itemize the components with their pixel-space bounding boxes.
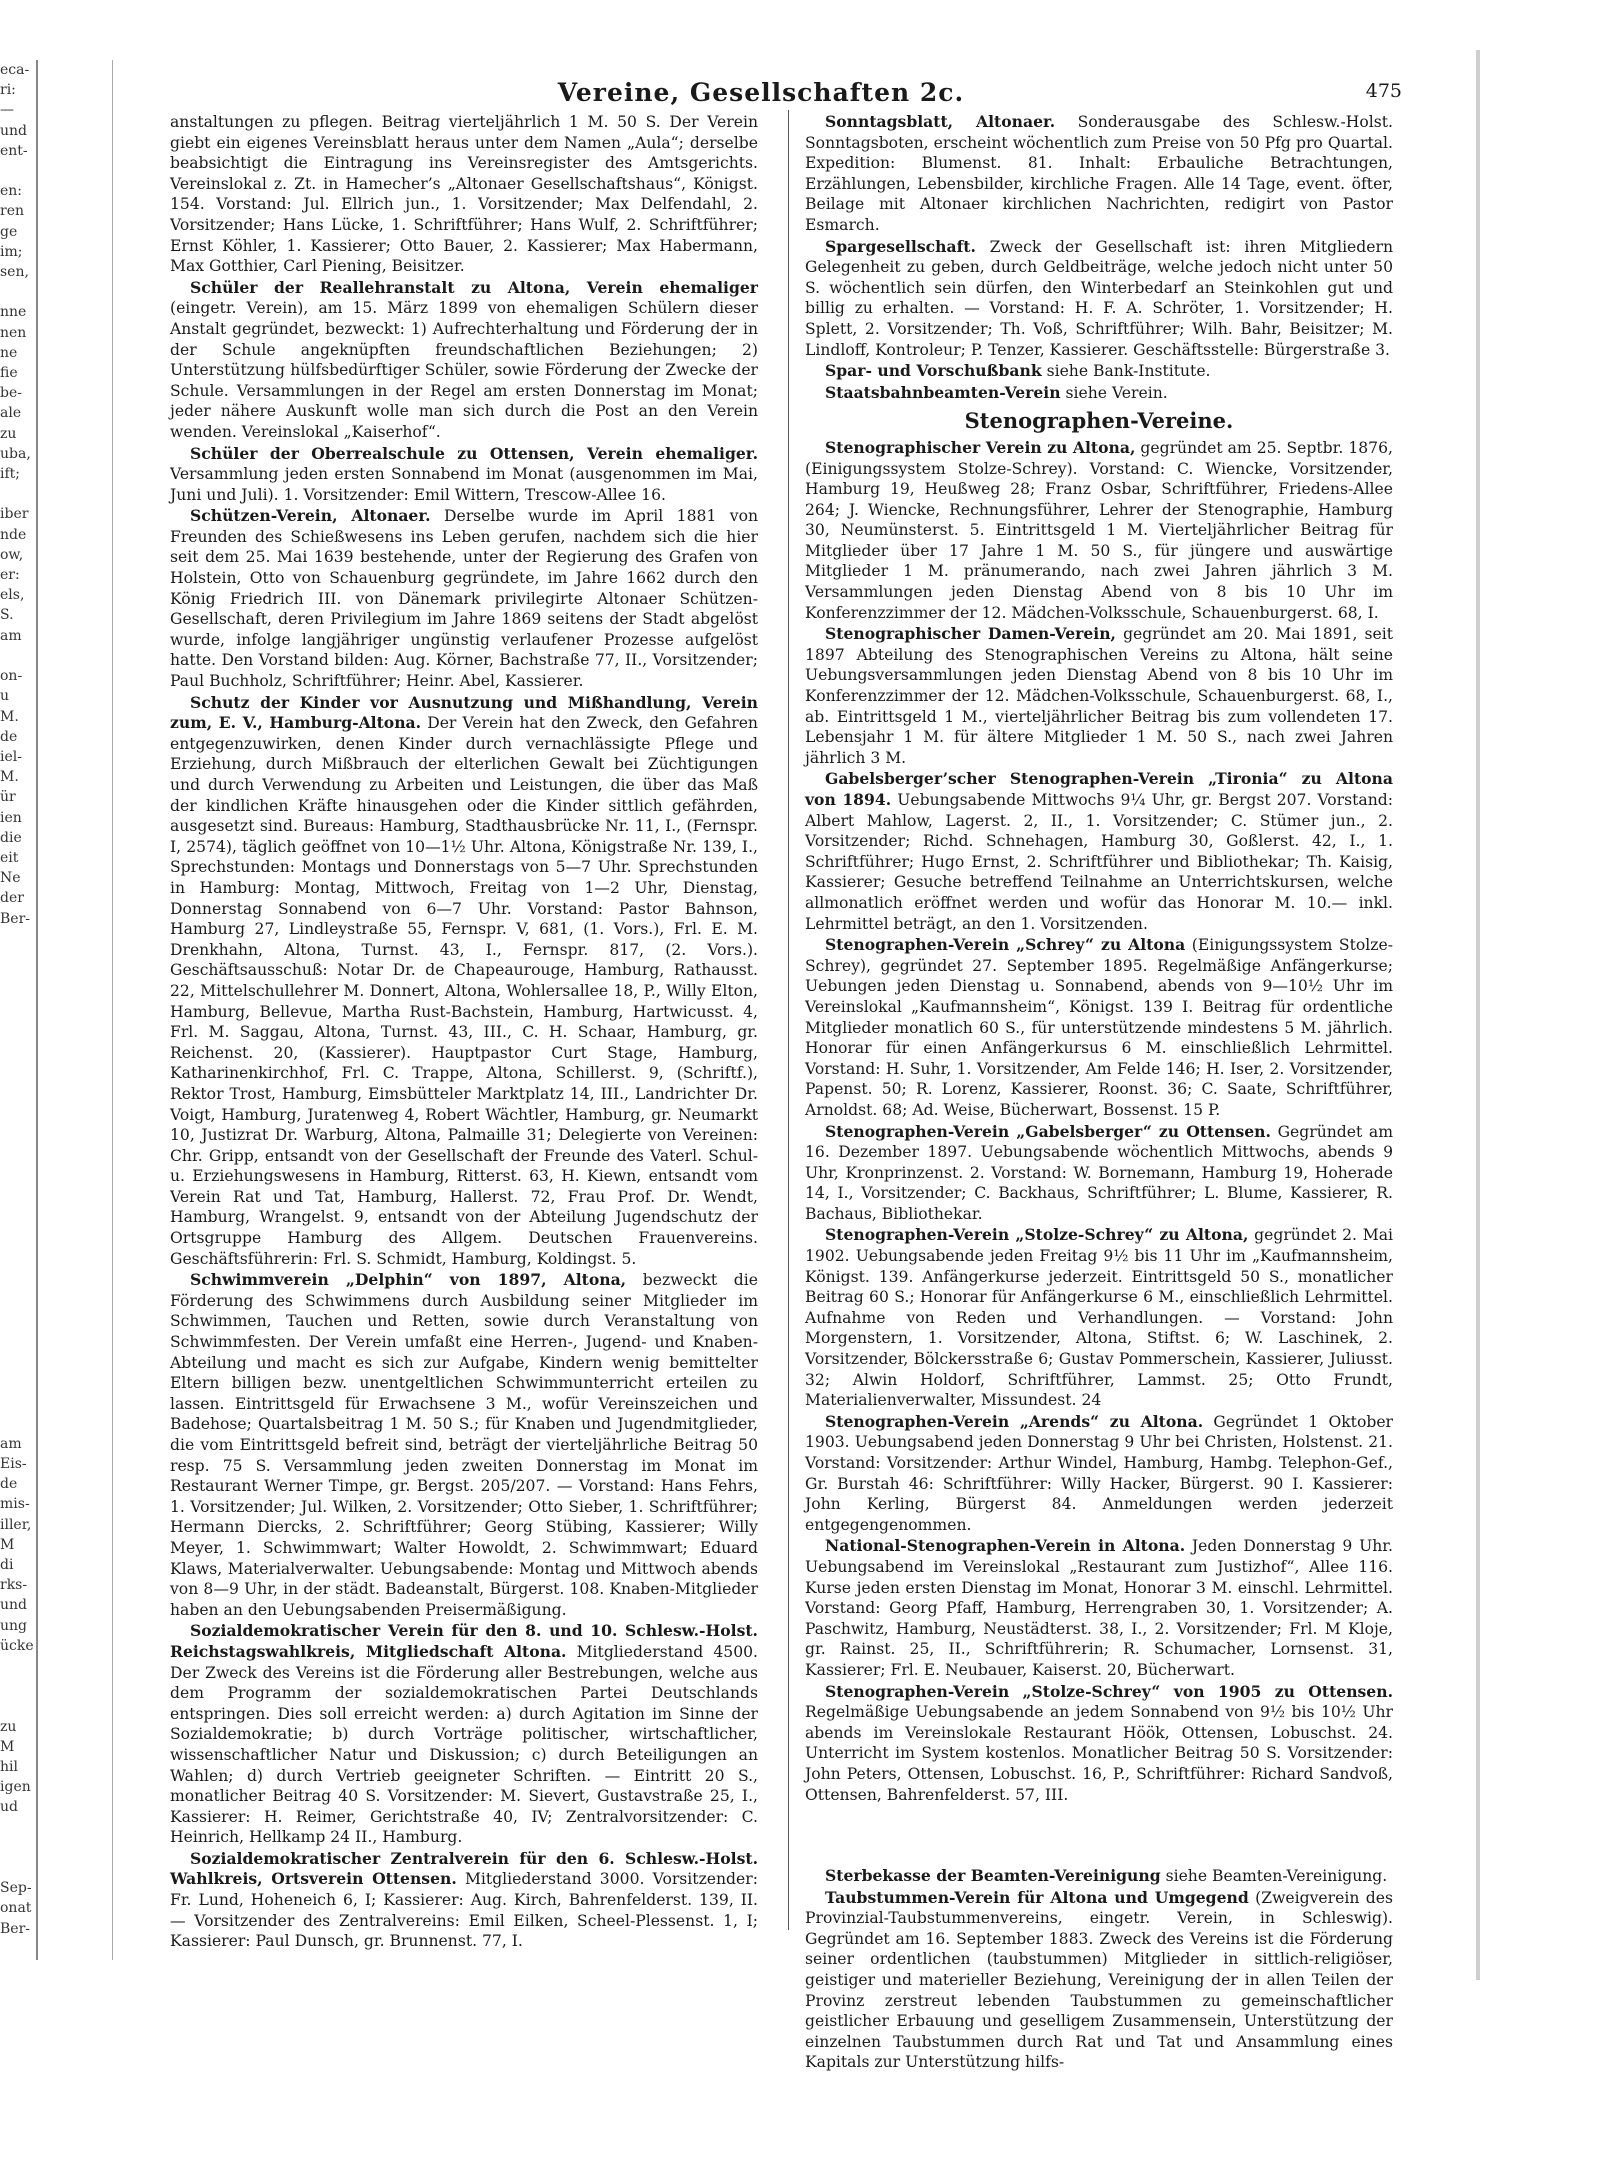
entry-body: gegründet am 25. Septbr. 1876, (Einigungssystem Stolze-Schrey). Vorstand: C. Wiencke, Vorsitzender, Hamburg 19, Heußweg 28; Franz Osbar, Schriftführer, Friedens-Allee 264; J. Wiencke, Rechnungsführer, Lehrer der Stenographie, Hamburg 30, Neumünsterst. 5. Eintrittsgeld 1 M. Vierteljährlicher Beitrag für Mitglieder über 17 Jahre 1 M. 50 S., für jüngere und auswärtige Mitglieder 1 M. pränumerando, nach zwei Jahren jährlich 3 M. Versammlungen jeden Dienstag Abend von 8 bis 10 Uhr im Konferenzzimmer der 12. Mädchen-Volksschule, Schauenburgerst. 68, I. [805,438,1393,622]
entry-heading: Stenographischer Verein zu Altona, [825,437,1136,457]
entry-heading: Stenographen-Verein „Schrey“ zu Altona [825,935,1186,955]
entry [170,1621,758,1848]
entry-body: Regelmäßige Uebungsabende an jedem Sonnabend von 9½ bis 10½ Uhr abends im Vereinslokale Restaurant Höök, Ottensen, Lobuschst. 24. Unterricht im System kostenlos. Monatlicher Beitrag 50 S. Vorsitzender: John Peters, Ottensen, Lobuschst. 16, P., Schriftführer: Richard Sandvoß, Ottensen, Bahrenfelderst. 57, III. [805,1703,1393,1804]
entry-body: Mitgliederstand 3000. Vorsitzender: Fr. Lund, Hoheneich 6, I; Kassierer: Aug. Kirch, Bahrenfelderst. 139, II. — Vorsitzender des Zentralvereins: Emil Eilken, Scheel-Plessenst. 1, I; Kassierer: Paul Dunsch, gr. Brunnenst. 77, I. [170,1870,758,1951]
previous-page-line [0,1393,34,1413]
previous-page-line: hil [0,1759,18,1776]
entry [805,1412,1393,1536]
previous-page-line [0,1353,34,1373]
previous-page-line: zu [0,425,17,442]
previous-page-line: ür [0,789,16,806]
entry-body: siehe Beamten-Vereinigung. [1165,1867,1388,1886]
entry [170,1270,758,1620]
right-column-top-entries [805,112,1393,403]
previous-page-line: nde [0,526,27,543]
left-column [170,112,758,1953]
right-column-bottom-entries [805,1866,1393,2073]
previous-page-line: mis- [0,1496,30,1513]
page-number: 475 [1365,80,1402,102]
previous-page-line: zu [0,1718,17,1735]
previous-page-line [0,1676,34,1696]
previous-page-line [0,929,34,949]
previous-page-line: und [0,1597,27,1614]
previous-page-line: ow, [0,546,24,563]
entry [805,237,1393,361]
entry-body: Mitgliederstand 4500. Der Zweck des Vereins ist die Förderung aller Bestrebungen, welche aus dem Programm der sozialdemokratischen Partei Deutschlands entspringen. Dies soll erreicht werden: a) durch Agitation im Sinne der Sozialdemokratie; b) durch Vorträge politischer, wirtschaftlicher, wissenschaftlicher Natur und Diskussion; c) durch Beteiligungen an Wahlen; d) durch Vertrieb geeigneter Schriften. — Eintritt 20 S., monatlicher Beitrag 40 S. Vorsitzender: M. Sievert, Gustavstraße 25, I., Kassierer: H. Reimer, Gerichtstraße 40, IV; Zentralvorsitzender: C. Heinrich, Hellkamp 24 II., Hamburg. [170,1642,758,1847]
previous-page-line: ale [0,405,22,422]
entry-heading: Schützen-Verein, Altonaer. [190,506,431,526]
entry [170,506,758,691]
previous-page-line: nen [0,324,27,341]
previous-page-fragment [0,60,34,1940]
entry-heading: Sonntagsblatt, Altonaer. [825,112,1056,131]
page-edge-right [1476,50,1480,1980]
previous-page-line: ücke [0,1637,34,1654]
previous-page-line [0,1272,34,1292]
previous-page-line: M. [0,769,19,786]
previous-page-line: eca- [0,62,30,78]
previous-page-line: onat [0,1900,32,1917]
previous-page-line [0,1050,34,1070]
page-header [120,78,1402,106]
previous-page-line [0,1838,34,1858]
previous-page-line: M [0,1536,15,1553]
entry-body: Derselbe wurde im April 1881 von Freunden des Schießwesens ins Leben gerufen, nachdem sich die hier seit dem 25. Mai 1639 bestehende, unter der Regierung des Grafen von Holstein, Otto von Schauenburg gegründete, im Jahre 1662 durch den König Friedrich III. von Dänemark privilegirte Altonaer Schützen-Gesellschaft, deren Privilegium im Jahre 1869 seitens der Stadt abgelöst wurde, infolge langjähriger ungünstig verlaufener Prozesse aufgelöst hatte. Den Vorstand bilden: Aug. Körner, Bachstraße 77, II., Vorsitzender; Paul Buchholz, Schriftführer; Heinr. Abel, Kassierer. [170,507,758,691]
previous-page-line: de [0,728,18,745]
previous-page-line [0,1858,34,1878]
entry-heading: Sozialdemokratischer Zentralverein für den 6. Schlesw.-Holst. Wahlkreis, Ortsverein Ottensen. [170,1848,758,1889]
previous-page-line: ent- [0,142,28,159]
entry-heading: Stenographen-Verein „Stolze-Schrey“ von 1905 zu Ottensen. [825,1681,1393,1701]
previous-page-line: ud [0,1799,18,1816]
right-column [805,112,1393,2074]
previous-page-line [0,1292,34,1312]
entry-heading: Stenographischer Damen-Verein, [825,624,1116,644]
entry-body: Gegründet am 16. Dezember 1897. Uebungsabende wöchentlich Mittwochs, abends 9 Uhr, Kronprinzenst. 2. Vorstand: W. Bornemann, Hamburg 19, Hoherade 14, I., Vorsitzender; C. Backhaus, Schriftführer; L. Blume, Kassierer, R. Bachaus, Bibliothekar. [805,1122,1393,1223]
entry-body: gegründet 2. Mai 1902. Uebungsabende jeden Freitag 9½ bis 11 Uhr im „Kaufmannsheim, Königst. 139. Anfängerkurse jederzeit. Eintrittsgeld 50 S., monatlicher Beitrag 60 S.; Honorar für Anfängerkurse 6 M., einschließlich Lehrmittel. Aufnahme von Reden und Verhandlungen. — Vorstand: John Morgenstern, 1. Vorsitzender, Altona, Stiftst. 6; W. Laschinek, 2. Vorsitzender, Bölckersstraße 6; Gustav Pommerschein, Kassierer, Juliusst. 32; Alwin Holdorf, Schriftführer, Lammst. 25; Otto Frundt, Materialienverwalter, Missundest. 24 [805,1226,1393,1410]
entry-body: Zweck der Gesellschaft ist: ihren Mitgliedern Gelegenheit zu geben, durch Geldbeiträge, welche jedoch nicht unter 50 S. wöchentlich sein dürfen, den Winterbedarf an Steinkohlen gut und billig zu erhalten. — Vorstand: H. F. A. Schröter, 1. Vorsitzender; H. Splett, 2. Vorsitzender; Th. Voß, Schriftführer; Wilh. Bahr, Beisitzer; M. Lindloff, Kontroleur; P. Tenzer, Kassierer. Geschäftsstelle: Bürgerstraße 3. [805,237,1393,359]
previous-page-line: M. [0,708,19,725]
entry [805,769,1393,934]
previous-page-line [0,989,34,1009]
previous-page-line: rks- [0,1577,28,1594]
entry-body: (eingetr. Verein), am 15. März 1899 von ehemaligen Schülern dieser Anstalt gegründet, bezweckt: 1) Aufrechterhaltung und Förderung der in der Schule angeknüpften freundschaftlichen Beziehungen; 2) Unterstützung hülfsbedürftiger Schüler, sowie Förderung der Zwecke der Schule. Versammlungen in der Regel am ersten Donnerstag im Monat; jeder nähere Auskunft wolle man sich durch die Post an den Verein wenden. Vereinslokal „Kaiserhof“. [170,299,758,441]
previous-page-line: fie [0,365,18,382]
entry-body: Jeden Donnerstag 9 Uhr. Uebungsabend im Vereinslokal „Restaurant zum Justizhof“, Allee 116. Kurse jeden ersten Dienstag im Monat, Honorar 3 M. einschl. Lehrmittel. Vorstand: Georg Pfaff, Hamburg, Herrengraben 30, 1. Vorsitzender; A. Paschwitz, Hamburg, Neustädterst. 38, I., 2. Vorsitzender; Frl. M Kloje, gr. Rainst. 25, II., Schriftführerin; R. Schumacher, Lornsenst. 31, Kassierer; Frl. E. Neubauer, Kaiserst. 20, Bücherwart. [805,1537,1393,1679]
previous-page-line: im; [0,243,23,260]
previous-page-line: Sep- [0,1880,32,1897]
page-fold-line [112,60,113,1960]
previous-page-line: Eis- [0,1456,27,1473]
entry-body: Der Verein hat den Zweck, den Gefahren entgegenzuwirken, denen Kinder durch vernachlässigte Pflege und Erziehung, durch Mißbrauch der elterlichen Gewalt bei Züchtigungen und durch Verwendung zu Arbeiten und Leistungen, die über das Maß der kindlichen Kräfte hinausgehen oder die Kinder sittlich gefährden, ausgesetzt sind. Bureaus: Hamburg, Stadthausbrücke Nr. 11, I., (Fernspr. I, 2574), täglich geöffnet von 10—1½ Uhr. Altona, Königstraße Nr. 139, I., Sprechstunden: Montags und Donnerstags von 5—7 Uhr. Sprechstunden in Hamburg: Montag, Mittwoch, Freitag von 1—2 Uhr, Dienstag, Donnerstag Sonnabend von 6—7 Uhr. Vorstand: Pastor Bahnson, Hamburg 27, Lindleystraße 55, Fernspr. V, 681, (1. Vors.), Frl. E. M. Drenkhahn, Altona, Turnst. 43, I., Fernspr. 817, (2. Vors.). Geschäftsausschuß: Notar Dr. de Chapeaurouge, Hamburg, Rathausst. 22, Mittelschullehrer M. Donnert, Altona, Wohlersallee 18, P., Willy Elton, Hamburg, Bellevue, Martha Rust-Bachstein, Hamburg, Hartwicusst. 4, Frl. M. Saggau, Altona, Turnst. 43, III., C. H. Schaar, Hamburg, gr. Reichenst. 20, (Kassierer). Hauptpastor Curt Stage, Hamburg, Katharinenkirchhof, Frl. C. Trappe, Altona, Schillerst. 9, (Schriftf.), Rektor Trost, Hamburg, Eimsbütteler Marktplatz 14, III., Landrichter Dr. Voigt, Hamburg, Juratenweg 4, Robert Wächtler, Hamburg, gr. Neumarkt 10, Justizrat Dr. Warburg, Altona, Palmaille 31; Delegierte von Vereinen: Chr. Gripp, entsandt von der Gesellschaft der Freunde des Vaterl. Schul- u. Erziehungswesens in Hamburg, Ritterst. 63, H. Kiewn, entsandt vom Verein Rat und Tat, Hamburg, Hallerst. 72, Frau Prof. Dr. Wendt, Hamburg, Wrangelst. 9, entsandt von der Abteilung Jugendschutz der Ortsgruppe Hamburg des Allgem. Deutschen Frauenvereins. Geschäftsführerin: Frl. S. Schmidt, Hamburg, Koldingst. 5. [170,714,758,1268]
previous-page-line: am [0,627,22,644]
previous-page-line: M [0,1738,15,1755]
entry-body: (Einigungssystem Stolze-Schrey), gegründet 27. September 1895. Regelmäßige Anfängerkurse; Uebungen jeden Dienstag u. Sonnabend, abends von 9—10½ Uhr im Vereinslokal „Kaufmannsheim“, Königst. 139 I. Beitrag für ordentliche Mitglieder monatlich 60 S., für unterstützende mindestens 5 M. jährlich. Honorar für einen Anfängerkursus 6 M. einschließlich Lehrmittel. Vorstand: H. Suhr, 1. Vorsitzender, Am Felde 146; H. Iser, 2. Vorsitzender, Papenst. 50; R. Lorenz, Kassierer, Roonst. 36; C. Saate, Schriftführer, Arnoldst. 68; Ad. Weise, Bücherwart, Bossenst. 15 P. [805,936,1393,1119]
previous-page-line: sen, [0,264,29,281]
entry [805,1888,1393,2073]
entry [170,112,758,277]
entry-body: anstaltungen zu pflegen. Beitrag vierteljährlich 1 M. 50 S. Der Verein giebt ein eigenes Vereinsblatt heraus unter dem Namen „Aula“; derselbe beabsichtigt die Eintragung ins Vereinsregister des Amtsgerichts. Vereinslokal z. Zt. in Hamecher’s „Altonaer Gesellschaftshaus“, Königst. 154. Vorstand: Jul. Ellrich jun., 1. Vorsitzender; Max Delfendahl, 2. Vorsitzender; Hans Lücke, 1. Schriftführer; Hans Wulf, 2. Schriftführer; Ernst Köhler, 1. Kassierer; Otto Bauer, 2. Kassierer; Max Habermann, Max Gotthier, Carl Piening, Beisitzer. [170,113,758,276]
previous-page-line: iller, [0,1516,32,1533]
previous-page-line [0,949,34,969]
previous-page-line [0,1010,34,1030]
entry [805,438,1393,623]
entry-body: Versammlung jeden ersten Sonnabend im Monat (ausgenommen im Mai, Juni und Juli). 1. Vorsitzender: Emil Wittern, Trescow-Allee 16. [170,465,758,504]
previous-page-line [0,1252,34,1272]
entry-body: Uebungsabende Mittwochs 9¼ Uhr, gr. Bergst 207. Vorstand: Albert Mahlow, Lagerst. 2, II., 1. Vorsitzender; C. Stümer jun., 2. Vorsitzender; Richd. Schnehagen, Hamburg 30, Goßlerst. 42, I., 1. Schriftführer; Hugo Ernst, 2. Schriftführer und Bibliothekar; Th. Kaisig, Kassierer; Gesuche betreffend Teilnahme an Unterrichtskursen, welche allmonatlich eröffnet werden und wofür das Honorar M. 10.— inkl. Lehrmittel beträgt, an den 1. Vorsitzenden. [805,791,1393,933]
previous-page-line [0,161,34,181]
previous-page-line: — [0,102,14,119]
previous-page-line: S. [0,607,14,624]
entry [805,1866,1393,1887]
entry-heading: Schwimmverein „Delphin“ von 1897, Altona, [190,1270,627,1290]
previous-page-line [0,484,34,504]
page-gutter-line [36,60,38,1960]
spacer [805,1806,1393,1866]
previous-page-line: be- [0,385,22,402]
entry [805,1122,1393,1225]
previous-page-line [0,1333,34,1353]
entry-heading: Spar- und Vorschußbank [825,361,1042,381]
entry [805,112,1393,236]
entry [170,693,758,1270]
entry-heading: Taubstummen-Verein für Altona und Umgegend [825,1887,1249,1907]
previous-page-line [0,1090,34,1110]
previous-page-line: Ber- [0,910,30,927]
previous-page-line: ung [0,1617,27,1634]
previous-page-line [0,1696,34,1716]
previous-page-line: ien [0,809,22,826]
previous-page-line [0,1656,34,1676]
previous-page-line: iel- [0,748,22,765]
previous-page-line [0,1171,34,1191]
entry [805,624,1393,768]
entry [805,361,1393,382]
entry-heading: Schüler der Reallehranstalt zu Altona, Verein ehemaliger [190,277,758,297]
entry [805,1682,1393,1806]
entry-heading: Schüler der Oberrealschule zu Ottensen, Verein ehemaliger. [190,443,758,463]
previous-page-line [0,1818,34,1838]
entry-body: Sonderausgabe des Schlesw.-Holst. Sonntagsboten, erscheint wöchentlich zum Preise von 50 Pfg pro Quartal. Expedition: Blumenst. 81. Inhalt: Erbauliche Betrachtungen, Erzählungen, Lebensbilder, kirchliche Fragen. Alle 14 Tage, event. öfter, Beilage mit Altonaer kirchlichen Nachrichten, redigirt von Pastor Esmarch. [805,113,1393,234]
previous-page-line: die [0,829,22,846]
previous-page-line: els, [0,587,25,604]
previous-page-line: de [0,1476,18,1493]
entry-heading: Spargesellschaft. [825,236,976,256]
previous-page-line [0,1313,34,1333]
entry-body: bezweckt die Förderung des Schwimmens durch Ausbildung seiner Mitglieder im Schwimmen, Tauchen und Retten, sowie durch Veranstaltung von Schwimmfesten. Der Verein umfaßt eine Herren-, Jugend- und Knaben-Abteilung und macht es sich zur Aufgabe, Kindern wenig bemittelter Eltern billigen bezw. unentgeltlichen Schwimmunterricht erteilen zu lassen. Eintrittsgeld für Erwachsene 3 M., wofür Vereinszeichen und Badehose; Quartalsbeitrag 1 M. 50 S.; für Knaben und Jugendmitglieder, die vom Eintrittsgeld befreit sind, beträgt der vierteljährliche Beitrag 50 resp. 75 S. Versammlung jeden zweiten Donnerstag im Monat im Restaurant Werner Timpe, gr. Bergst. 205/207. — Vorstand: Hans Fehrs, 1. Vorsitzender; Jul. Wilken, 2. Vorsitzender; Otto Sieber, 1. Schriftführer; Hermann Diercks, 2. Schriftführer; Georg Stübing, Kassierer; Willy Meyer, 1. Schwimmwart; Walter Howoldt, 2. Schwimmwart; Eduard Klaws, Materialverwalter. Uebungsabende: Montag und Mittwoch abends von 8—9 Uhr, in der städt. Badeanstalt, Bürgerst. 108. Knaben-Mitglieder haben an den Uebungsabenden Preisermäßigung. [170,1271,758,1619]
previous-page-line [0,646,34,666]
previous-page-line: ne [0,344,18,361]
entry-body: Gegründet 1 Oktober 1903. Uebungsabend jeden Donnerstag 9 Uhr bei Christen, Holstenst. 21. Vorstand: Vorsitzender: Arthur Windel, Hamburg, Hambg. Telephon-Gef., Gr. Burstah 46: Schriftführer: Willy Hacker, Bürgerst. 90 I. Kassierer: John Kerling, Bürgerst 84. Anmeldungen werden jederzeit entgegengenommen. [805,1412,1393,1534]
previous-page-line [0,1030,34,1050]
previous-page-line: am [0,1435,22,1452]
running-title: Vereine, Gesellschaften 2c. [557,78,965,107]
entry [170,1849,758,1952]
previous-page-line [0,1111,34,1131]
previous-page-line: di [0,1557,14,1574]
previous-page-line [0,282,34,302]
previous-page-line [0,1070,34,1090]
entry [805,383,1393,404]
previous-page-line: igen [0,1779,31,1796]
previous-page-line: uba, [0,445,31,462]
entry-heading: Staatsbahnbeamten-Verein [825,382,1061,402]
previous-page-line: und [0,122,27,139]
previous-page-line: on- [0,668,23,685]
previous-page-line: ren [0,203,24,220]
previous-page-line: eit [0,849,19,866]
entry-body: siehe Verein. [1065,383,1168,402]
previous-page-line [0,1151,34,1171]
previous-page-line [0,1191,34,1211]
previous-page-line: nne [0,304,27,321]
entry-heading: Sozialdemokratischer Verein für den 8. und 10. Schlesw.-Holst. Reichstagswahlkreis, Mitgliedschaft Altona. [170,1621,758,1661]
entry-heading: National-Stenographen-Verein in Altona. [825,1536,1186,1556]
entry-heading: Sterbekasse der Beamten-Vereinigung [825,1866,1161,1886]
previous-page-line [0,1373,34,1393]
entry-body: (Zweigverein des Provinzial-Taubstummenvereins, eingetr. Verein, in Schleswig). Gegründet am 16. September 1883. Zweck des Vereins ist die Förderung seiner ordentlichen (taubstummen) Mitglieder in sittlich-religiöser, geistiger und materieller Beziehung, Vereinigung der in allen Teilen der Provinz zerstreut lebenden Taubstummen zu gemeinschaftlicher geistlicher Erbauung und geselligem Zusammensein, Unterstützung der einzelnen Taubstummen durch Rat und Tat und Ansammlung eines Kapitals zur Unterstützung hilfs- [805,1888,1393,2072]
previous-page-line: Ne [0,870,21,887]
entry-heading: Stenographen-Verein „Gabelsberger“ zu Ottensen. [825,1121,1271,1141]
entry [805,935,1393,1120]
previous-page-line: der [0,890,24,907]
previous-page-line: Ber- [0,1920,30,1937]
entry-body: gegründet am 20. Mai 1891, seit 1897 Abteilung des Stenographischen Vereins zu Altona, hält seine Uebungsversammlungen jeden Dienstag Abend von 8 bis 10 Uhr im Konferenzzimmer der 12. Mädchen-Volksschule, Schauenburgerst. 68, I., ab. Eintrittsgeld 1 M., vierteljährlicher Beitrag bis zum vollendeten 17. Lebensjahr 1 M. für ältere Mitglieder 1 M. 50 S., nach zwei Jahren jährlich 3 M. [805,625,1393,767]
previous-page-line: ge [0,223,18,240]
previous-page-line: iber [0,506,29,523]
previous-page-line: er: [0,567,20,584]
previous-page-line: ri: [0,82,16,99]
entry [805,1536,1393,1680]
previous-page-line [0,1232,34,1252]
entry [170,444,758,506]
previous-page-line: u [0,688,10,705]
entry-heading: Stenographen-Verein „Stolze-Schrey“ zu Altona, [825,1225,1249,1245]
entry-heading: Schutz der Kinder vor Ausnutzung und Mißhandlung, Verein zum, E. V., Hamburg-Altona. [170,692,758,733]
previous-page-line [0,1212,34,1232]
previous-page-line: ift; [0,466,21,483]
entry [170,278,758,443]
previous-page-line [0,1131,34,1151]
section-title-stenographen: Stenographen-Vereine. [964,408,1234,434]
previous-page-line [0,1414,34,1434]
stenographen-entries [805,438,1393,1805]
previous-page-line: en: [0,183,23,200]
entry-body: siehe Bank-Institute. [1046,362,1211,381]
previous-page-line [0,969,34,989]
entry [805,1225,1393,1410]
column-divider [788,110,789,1930]
entry-heading: Gabelsberger’scher Stenographen-Verein „Tironia“ zu Altona von 1894. [805,769,1393,809]
entry-heading: Stenographen-Verein „Arends“ zu Altona. [825,1411,1204,1431]
